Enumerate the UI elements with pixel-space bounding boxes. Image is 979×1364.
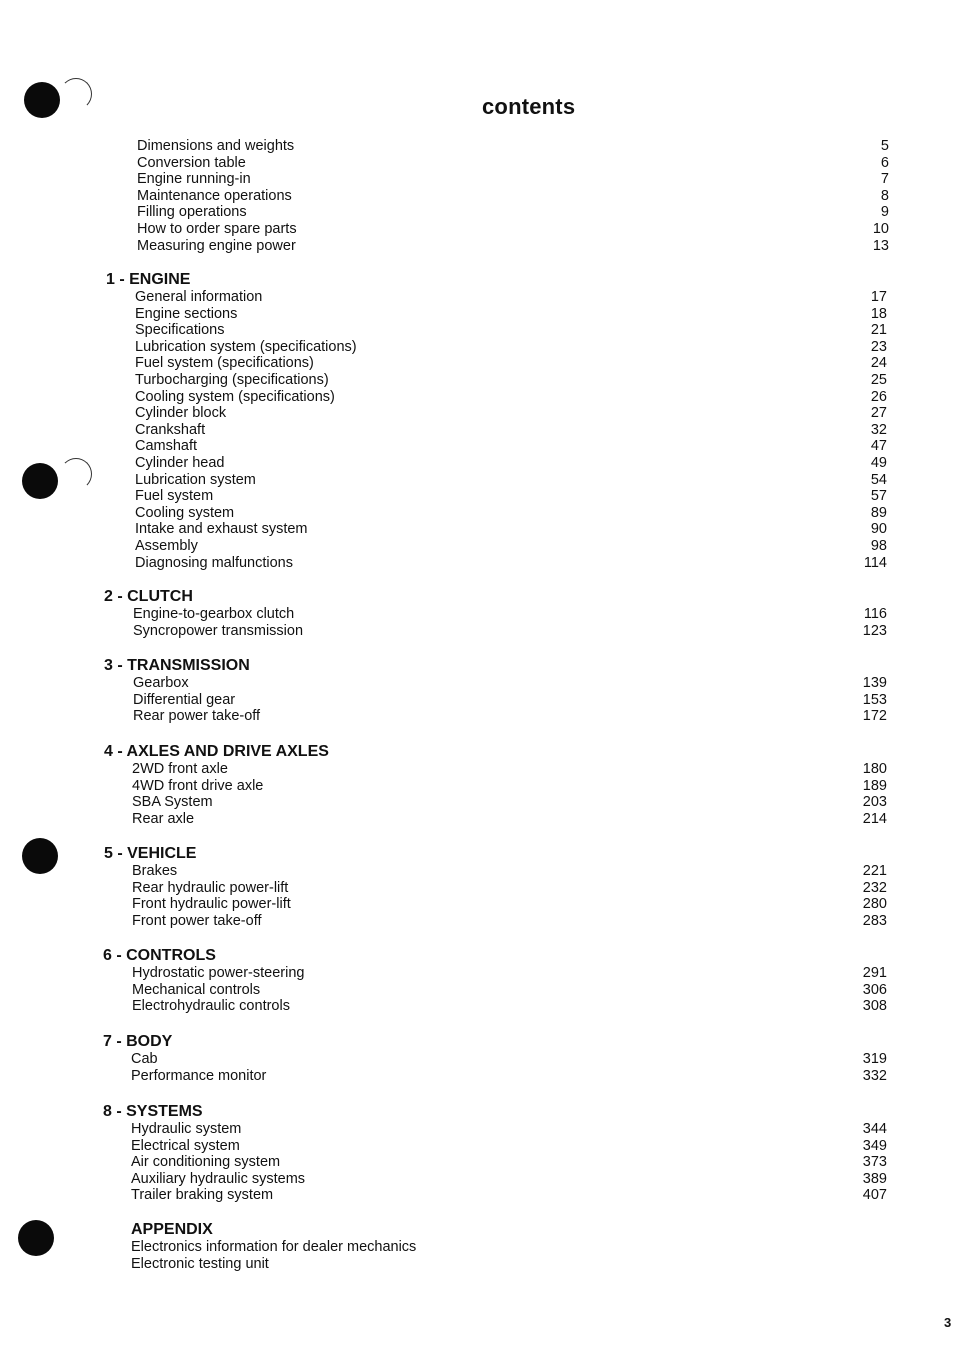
toc-entry: Trailer braking system — [131, 1187, 274, 1204]
toc-entry: Engine running-in — [137, 171, 251, 188]
toc-entry: Hydrostatic power-steering — [132, 965, 305, 981]
toc-entry: Cylinder block — [135, 405, 227, 422]
toc-page-number: 49 — [870, 455, 887, 471]
section-heading: 1 - ENGINE — [106, 271, 191, 288]
toc-entry: Brakes — [132, 863, 178, 879]
toc-page-number: 123 — [862, 622, 887, 639]
toc-page-number: 189 — [862, 777, 887, 794]
section-heading: 8 - SYSTEMS — [103, 1103, 203, 1120]
toc-page-number: 32 — [870, 421, 887, 438]
toc-page-number: 332 — [862, 1067, 887, 1084]
section-heading: 7 - BODY — [103, 1033, 173, 1050]
toc-page-number: 232 — [862, 879, 887, 896]
toc-entry: Auxiliary hydraulic systems — [131, 1170, 306, 1187]
toc-entry: Air conditioning system — [131, 1154, 281, 1171]
section-heading: 5 - VEHICLE — [104, 845, 197, 862]
toc-page-number: 54 — [870, 471, 887, 488]
section-heading: 3 - TRANSMISSION — [104, 657, 250, 674]
toc-entry: Rear power take-off — [133, 708, 261, 725]
toc-page-number: 139 — [862, 675, 887, 691]
page-number: 3 — [944, 1315, 952, 1330]
toc-entry: Rear axle — [132, 810, 195, 827]
section-heading: 6 - CONTROLS — [103, 947, 216, 964]
toc-entry: How to order spare parts — [137, 221, 297, 237]
toc-entry: Differential gear — [133, 691, 236, 708]
toc-page-number: 203 — [862, 794, 887, 811]
toc-entry: Conversion table — [137, 154, 246, 171]
toc-page-number: 27 — [870, 405, 887, 422]
punch-hole-3 — [22, 838, 58, 874]
toc-entry: Cylinder head — [135, 455, 225, 471]
punch-hole-1 — [24, 82, 60, 118]
page-title: contents — [482, 94, 576, 119]
toc-entry: Lubrication system (specifications) — [135, 338, 357, 355]
toc-entry: Front hydraulic power-lift — [132, 896, 291, 913]
toc-page-number: 18 — [870, 305, 887, 322]
toc-page-number: 180 — [862, 761, 887, 777]
toc-entry: Engine sections — [135, 305, 238, 322]
toc-entry: Rear hydraulic power-lift — [132, 879, 289, 896]
toc-entry: Assembly — [135, 538, 198, 554]
toc-entry: Intake and exhaust system — [135, 521, 308, 538]
punch-hole-arc-2 — [60, 458, 92, 490]
toc-page-number: 10 — [872, 221, 889, 237]
toc-entry: Measuring engine power — [137, 237, 296, 254]
toc-entry: Electronics information for dealer mechanics — [131, 1239, 417, 1255]
toc-entry: Fuel system — [135, 488, 214, 505]
toc-entry: Electrohydraulic controls — [132, 998, 290, 1015]
toc-page-number: 21 — [870, 322, 887, 339]
toc-page-number: 344 — [862, 1121, 887, 1137]
toc-page-number: 283 — [862, 912, 887, 929]
toc-page-number: 8 — [880, 187, 889, 204]
punch-hole-4 — [18, 1220, 54, 1256]
toc-page-number: 5 — [880, 138, 889, 154]
toc-page-number: 90 — [870, 521, 887, 538]
section-heading: 2 - CLUTCH — [104, 588, 193, 605]
toc-entry: Filling operations — [137, 204, 247, 221]
toc-page-number: 9 — [880, 204, 889, 221]
toc-entry: SBA System — [132, 794, 213, 811]
toc-page-number: 319 — [862, 1051, 887, 1067]
section-heading: 4 - AXLES AND DRIVE AXLES — [104, 743, 329, 760]
punch-hole-arc-1 — [60, 78, 92, 110]
toc-page-number: 306 — [862, 981, 887, 998]
toc-page-number: 172 — [862, 708, 887, 725]
toc-page-number: 373 — [862, 1154, 887, 1171]
toc-entry: Turbocharging (specifications) — [135, 372, 329, 388]
toc-entry: 2WD front axle — [132, 761, 228, 777]
toc-entry: Gearbox — [133, 675, 189, 691]
toc-page-number: 25 — [870, 372, 887, 388]
toc-page-number: 280 — [862, 896, 887, 913]
punch-hole-2 — [22, 463, 58, 499]
toc-page-number: 116 — [863, 606, 887, 622]
toc-page-number: 291 — [862, 965, 887, 981]
toc-page-number: 153 — [862, 691, 887, 708]
toc-entry: Maintenance operations — [137, 187, 292, 204]
toc-page-number: 57 — [870, 488, 887, 505]
toc-page-number: 13 — [872, 237, 889, 254]
toc-entry: Engine-to-gearbox clutch — [133, 606, 295, 622]
toc-entry: Mechanical controls — [132, 981, 261, 998]
toc-entry: 4WD front drive axle — [132, 777, 264, 794]
toc-entry: General information — [135, 289, 263, 305]
toc-entry: Electronic testing unit — [131, 1255, 269, 1272]
toc-entry: Dimensions and weights — [137, 138, 295, 154]
toc-entry: Cooling system — [135, 504, 235, 521]
toc-page-number: 17 — [870, 289, 887, 305]
section-heading: APPENDIX — [131, 1221, 213, 1238]
toc-page-number: 26 — [870, 388, 887, 405]
toc-entry: Cab — [131, 1051, 158, 1067]
toc-page-number: 221 — [862, 863, 887, 879]
toc-page-number: 214 — [862, 810, 887, 827]
toc-entry: Syncropower transmission — [133, 622, 304, 639]
toc-entry: Specifications — [135, 322, 225, 339]
toc-page-number: 7 — [880, 171, 889, 188]
toc-entry: Cooling system (specifications) — [135, 388, 335, 405]
toc-page-number: 24 — [870, 355, 887, 372]
toc-page-number: 114 — [863, 554, 887, 571]
toc-page-number: 349 — [862, 1137, 887, 1154]
toc-page-number: 389 — [862, 1170, 887, 1187]
toc-page-number: 89 — [870, 504, 887, 521]
toc-page-number: 6 — [880, 154, 889, 171]
toc-entry: Crankshaft — [135, 421, 206, 438]
toc-page-number: 98 — [870, 538, 887, 554]
toc-entry: Camshaft — [135, 438, 198, 455]
toc-entry: Diagnosing malfunctions — [135, 554, 293, 571]
toc-entry: Lubrication system — [135, 471, 256, 488]
toc-entry: Electrical system — [131, 1137, 240, 1154]
toc-entry: Hydraulic system — [131, 1121, 242, 1137]
toc-page-number: 23 — [870, 338, 887, 355]
toc-page-number: 407 — [862, 1187, 887, 1204]
toc-page-number: 308 — [862, 998, 887, 1015]
toc-entry: Front power take-off — [132, 912, 262, 929]
toc-entry: Fuel system (specifications) — [135, 355, 314, 372]
toc-entry: Performance monitor — [131, 1067, 267, 1084]
toc-page-number: 47 — [870, 438, 887, 455]
